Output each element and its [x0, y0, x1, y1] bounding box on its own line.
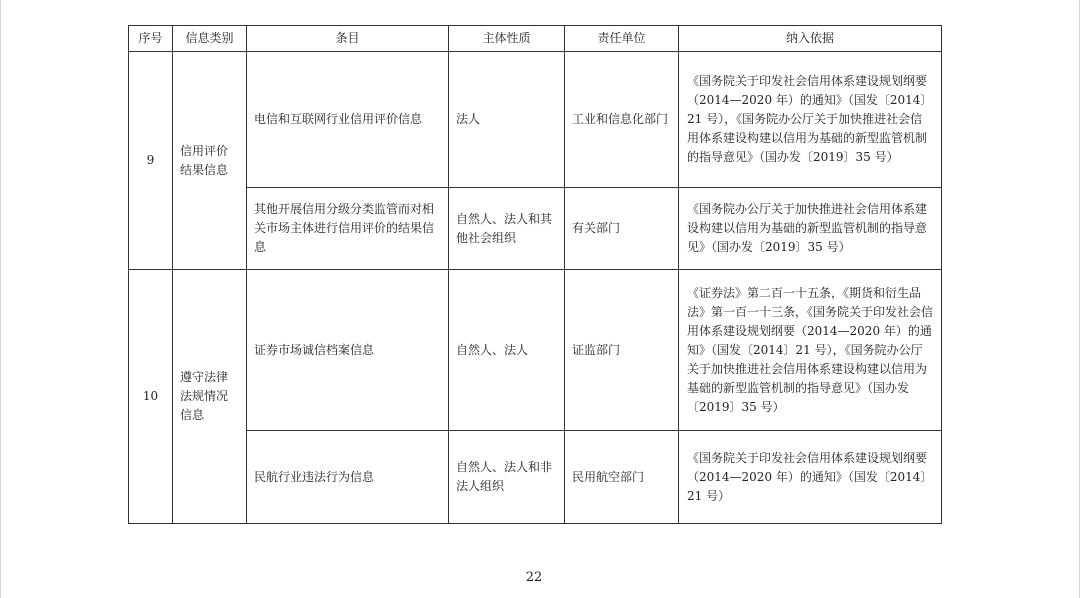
row-item: 电信和互联网行业信用评价信息	[247, 52, 449, 188]
header-category: 信息类别	[173, 26, 247, 52]
row-basis: 《国务院办公厅关于加快推进社会信用体系建设构建以信用为基础的新型监管机制的指导意见》（国办发〔2019〕35 号）	[679, 188, 942, 270]
table-row	[129, 188, 942, 270]
row-item: 证券市场诚信档案信息	[247, 270, 449, 431]
table-row	[129, 431, 942, 524]
row-number: 10	[129, 270, 173, 524]
credit-info-catalog-table	[128, 25, 942, 524]
header-unit: 责任单位	[565, 26, 679, 52]
row-category: 信用评价结果信息	[173, 52, 247, 270]
page-number: 22	[525, 570, 543, 585]
row-unit: 有关部门	[565, 188, 679, 270]
row-unit: 民用航空部门	[565, 431, 679, 524]
row-unit: 工业和信息化部门	[565, 52, 679, 188]
table-row	[129, 270, 942, 431]
table-row	[129, 52, 942, 188]
row-category: 遵守法律法规情况信息	[173, 270, 247, 524]
page-edge-left	[0, 0, 1, 598]
header-item: 条目	[247, 26, 449, 52]
row-subject: 自然人、法人和其他社会组织	[449, 188, 565, 270]
table-header-row	[129, 26, 942, 52]
header-basis: 纳入依据	[679, 26, 942, 52]
header-subject: 主体性质	[449, 26, 565, 52]
row-basis: 《国务院关于印发社会信用体系建设规划纲要（2014—2020 年）的通知》（国发〔2014〕21 号）	[679, 431, 942, 524]
row-item: 民航行业违法行为信息	[247, 431, 449, 524]
header-number: 序号	[129, 26, 173, 52]
row-unit: 证监部门	[565, 270, 679, 431]
row-basis: 《国务院关于印发社会信用体系建设规划纲要（2014—2020 年）的通知》（国发〔2014〕21 号），《国务院办公厅关于加快推进社会信用体系建设构建以信用为基础的新型监管机制的指导意见》（国办发〔2019〕35 号）	[679, 52, 942, 188]
row-subject: 自然人、法人和非法人组织	[449, 431, 565, 524]
row-number: 9	[129, 52, 173, 270]
row-subject: 法人	[449, 52, 565, 188]
row-subject: 自然人、法人	[449, 270, 565, 431]
row-basis: 《证券法》第二百一十五条，《期货和衍生品法》第一百一十三条，《国务院关于印发社会信用体系建设规划纲要（2014—2020 年）的通知》（国发〔2014〕21 号），《国务院办公厅关于加快推进社会信用体系建设构建以信用为基础的新型监管机制的指导意见》（国办发〔2019〕35 号）	[679, 270, 942, 431]
row-item: 其他开展信用分级分类监管而对相关市场主体进行信用评价的结果信息	[247, 188, 449, 270]
